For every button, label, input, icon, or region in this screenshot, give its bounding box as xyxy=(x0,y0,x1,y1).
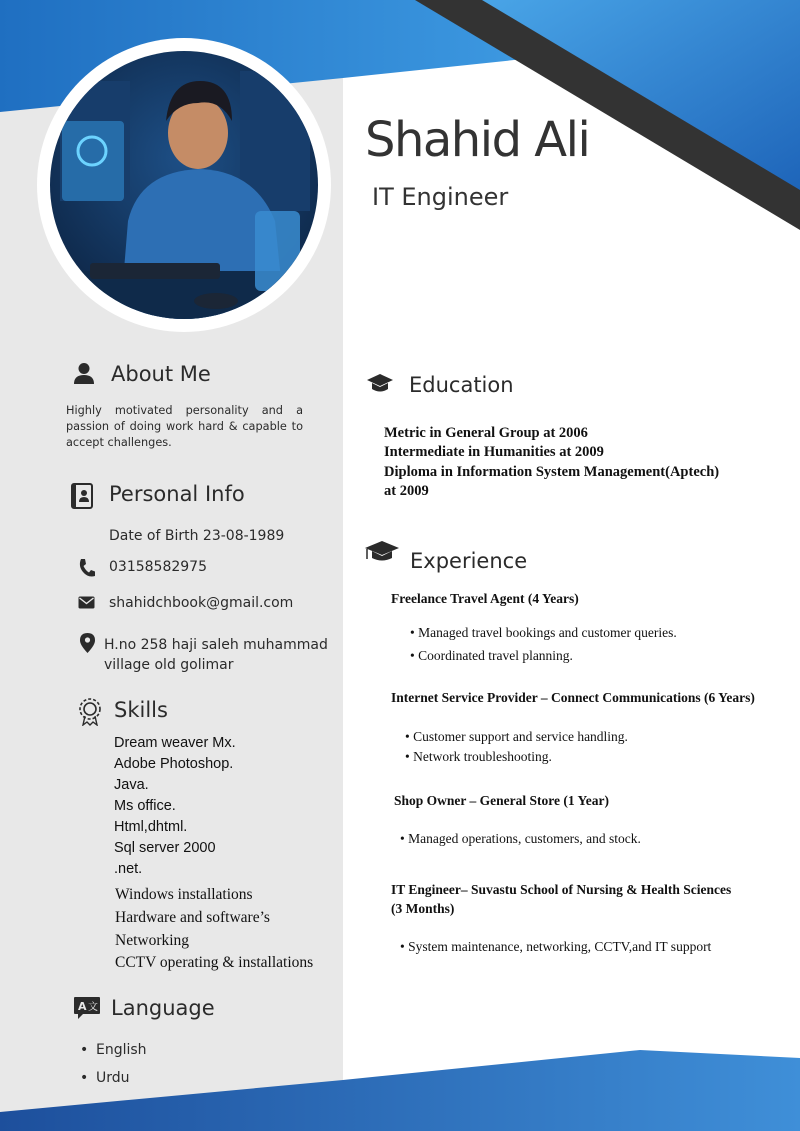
job-bullet: • Network troubleshooting. xyxy=(405,749,552,764)
skill-item: Sql server 2000 xyxy=(114,840,216,856)
education-line: at 2009 xyxy=(384,483,429,499)
envelope-icon xyxy=(78,596,95,609)
address-line-2: village old golimar xyxy=(104,657,234,673)
svg-text:文: 文 xyxy=(88,1002,98,1013)
skill-item: Ms office. xyxy=(114,798,176,814)
skill-item: CCTV operating & installations xyxy=(115,954,314,971)
education-line: Intermediate in Humanities at 2009 xyxy=(384,444,604,460)
skill-item: Hardware and software’s xyxy=(115,909,270,926)
about-text: Highly motivated personality and a passion of doing work hard & capable to accept challenges. xyxy=(66,404,303,449)
skills-heading: Skills xyxy=(114,698,168,722)
bullet-dot: • xyxy=(80,1042,89,1058)
email-address: shahidchbook@gmail.com xyxy=(109,595,294,611)
skill-item: Java. xyxy=(114,777,149,793)
education-heading: Education xyxy=(409,373,514,397)
address-line-1: H.no 258 haji saleh muhammad xyxy=(104,637,328,653)
phone-icon xyxy=(78,558,96,578)
translate-icon xyxy=(73,996,101,1020)
skill-item: Networking xyxy=(115,932,190,949)
job-title-item: Internet Service Provider – Connect Communications (6 Years) xyxy=(391,690,755,705)
id-card-icon xyxy=(71,483,93,509)
language-item: English xyxy=(96,1042,147,1058)
date-of-birth: Date of Birth 23-08-1989 xyxy=(109,528,285,544)
personal-info-heading: Personal Info xyxy=(109,482,245,506)
job-bullet: • Customer support and service handling. xyxy=(405,729,628,744)
bullet-dot: • xyxy=(80,1070,89,1086)
job-bullet: • System maintenance, networking, CCTV,and IT support xyxy=(400,939,712,954)
job-bullet: • Coordinated travel planning. xyxy=(410,648,573,663)
job-title-item: Freelance Travel Agent (4 Years) xyxy=(391,591,579,606)
job-title-item: IT Engineer– Suvastu School of Nursing & Health Sciences xyxy=(391,882,732,897)
job-bullet: • Managed travel bookings and customer queries. xyxy=(410,625,677,640)
user-icon xyxy=(73,362,95,384)
skill-item: Html,dhtml. xyxy=(114,819,188,835)
svg-text:A: A xyxy=(78,1000,87,1013)
full-name: Shahid Ali xyxy=(365,112,590,168)
language-item: Urdu xyxy=(96,1070,130,1086)
about-heading: About Me xyxy=(111,362,211,386)
education-line: Metric in General Group at 2006 xyxy=(384,425,588,441)
job-title: IT Engineer xyxy=(372,183,509,211)
location-pin-icon xyxy=(80,633,95,653)
gear-badge-icon xyxy=(76,696,104,726)
phone-number: 03158582975 xyxy=(109,559,207,575)
graduation-cap-icon xyxy=(366,373,394,395)
job-bullet: • Managed operations, customers, and stock. xyxy=(400,831,641,846)
skill-item: Adobe Photoshop. xyxy=(114,756,234,772)
mortarboard-icon xyxy=(364,540,400,564)
skill-item: .net. xyxy=(114,861,143,877)
skill-item: Dream weaver Mx. xyxy=(114,735,236,751)
job-title-item: (3 Months) xyxy=(391,901,455,916)
skill-item: Windows installations xyxy=(115,886,253,903)
job-title-item: Shop Owner – General Store (1 Year) xyxy=(394,793,609,808)
language-heading: Language xyxy=(111,996,215,1020)
experience-heading: Experience xyxy=(410,549,528,573)
profile-photo xyxy=(50,51,318,319)
education-line: Diploma in Information System Management(Aptech) xyxy=(384,464,720,480)
